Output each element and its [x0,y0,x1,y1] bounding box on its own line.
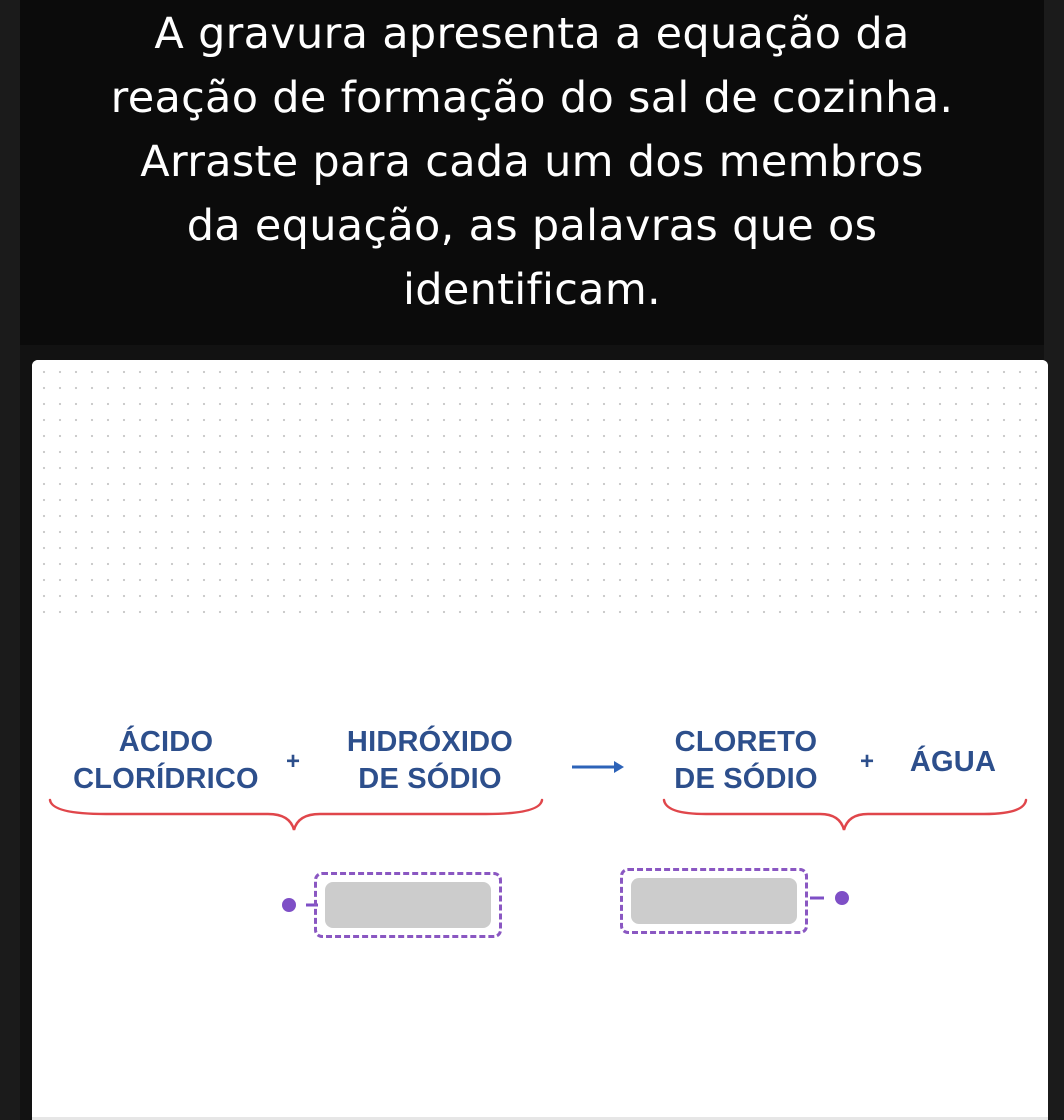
drop-slot-reactants[interactable] [325,882,491,928]
term-hidroxido-line-1: HIDRÓXIDO [346,726,514,758]
instruction-line-4: da equação, as palavras que os [186,201,878,251]
left-margin [0,0,20,1120]
term-hidroxido-line-2: DE SÓDIO [358,763,502,795]
drop-slot-products[interactable] [631,878,797,924]
plus-sign-right: + [860,748,875,775]
instruction-line-2: reação de formação do sal de cozinha. [110,73,954,123]
word-bank-area [32,360,1048,626]
term-cloreto-line-2: DE SÓDIO [674,763,818,795]
drop-zone-reactants[interactable] [314,872,502,938]
term-cloreto-de-sodio [660,724,832,798]
drop-zone-products[interactable] [620,868,808,934]
term-acido-cloridrico [56,724,276,798]
reaction-arrow-icon [570,758,626,776]
connector-products-icon [808,888,858,908]
instruction-header [20,0,1044,345]
brace-reactants-icon [46,796,546,836]
instruction-text [20,2,1044,322]
activity-card [32,360,1048,1120]
term-acido-line-2: CLORÍDRICO [73,763,259,795]
term-hidroxido-de-sodio [328,724,532,798]
instruction-line-3: Arraste para cada um dos membros [140,137,924,187]
brace-products-icon [660,796,1030,836]
instruction-line-1: A gravura apresenta a equação da [154,9,910,59]
term-agua: ÁGUA [909,746,997,778]
instruction-line-5: identificam. [403,265,661,315]
term-cloreto-line-1: CLORETO [674,726,818,758]
plus-sign-left: + [286,748,301,775]
term-acido-line-1: ÁCIDO [118,726,214,758]
